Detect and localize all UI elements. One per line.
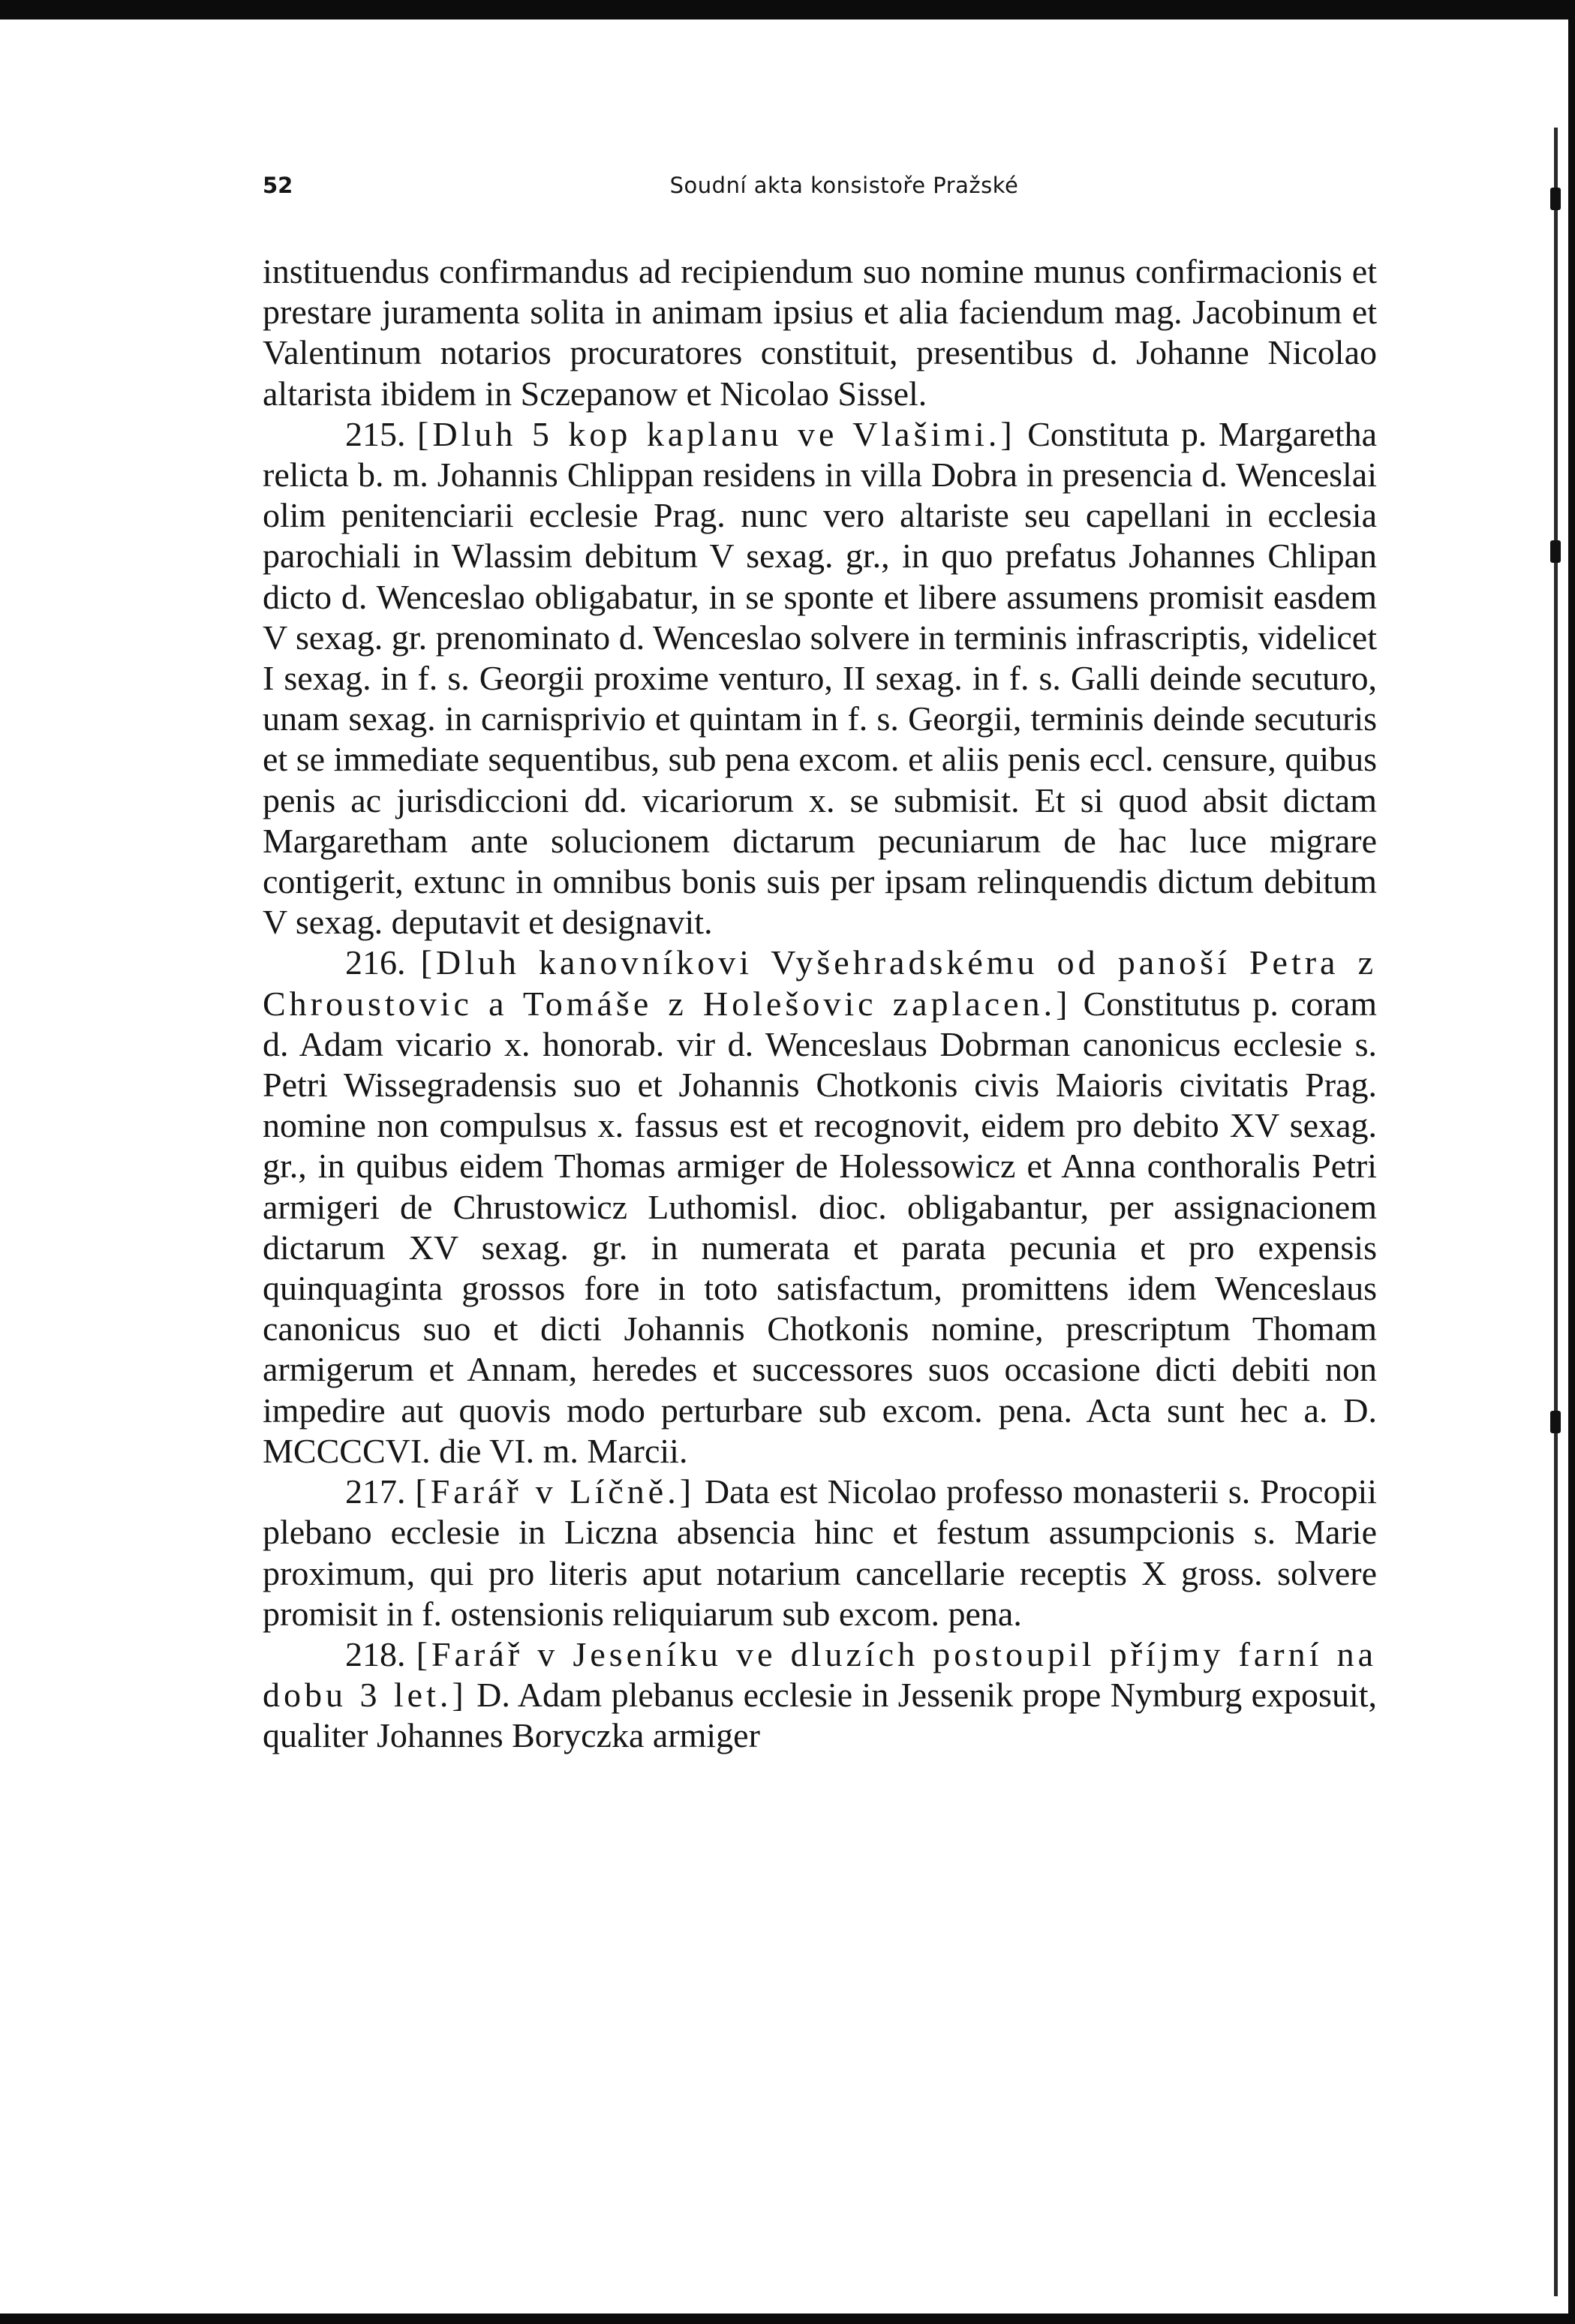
running-head xyxy=(263,173,1381,203)
entry-218 xyxy=(263,1634,1377,1757)
entry-216 xyxy=(263,943,1377,1472)
book-edge-shadow xyxy=(1554,128,1558,2296)
entry-number: 218. xyxy=(345,1634,406,1673)
paragraph-continuation xyxy=(263,251,1377,414)
entry-text: D. Adam plebanus ecclesie in Jessenik prope Nymburg exposuit, qualiter Johannes Boryczka armiger xyxy=(263,1676,1378,1755)
entry-text: Constitutus p. coram d. Adam vicario x. honorab. vir d. Wenceslaus Dobrman canonicus ecclesie s. Petri Wissegradensis suo et Johannis Chotkonis civis Maioris civitatis Prag. nomine non compulsus x. fassus est et recognovit, eidem pro debito XV sexag. gr., in quibus eidem Thomas armiger de Holessowicz et Anna conthoralis Petri armigeri de Chrustowicz Luthomisl. dioc. obligabantur, per assignacionem dictarum XV sexag. gr. in numerata et parata pecunia et pro expensis quinquaginta grossos fore in toto satisfactum, promittens idem Wenceslaus canonicus suo et dicti Johannis Chotkonis nomine, prescriptum Thomam armigerum et Annam, heredes et successores suos occasione dicti debiti non impedire aut quovis modo perturbare sub excom. pena. Acta sunt hec a. D. MCCCCVI. die VI. m. Marcii. xyxy=(263,984,1377,1470)
entry-heading: [Farář v Líčně.] xyxy=(415,1472,696,1511)
entry-number: 216. xyxy=(345,943,406,982)
entry-number: 217. xyxy=(345,1472,406,1511)
document-body xyxy=(263,251,1377,1757)
entry-text: Data est Nicolao professo monasterii s. Procopii plebano ecclesie in Liczna absencia hinc et festum assumpcionis s. Marie proximum, qui pro literis aput notarium cancellarie receptis X gross. solvere promisit in f. ostensionis reliquiarum sub excom. pena. xyxy=(263,1472,1378,1633)
scan-border-top xyxy=(0,0,1575,20)
entry-heading: [Farář v Jeseníku ve dluzích postoupil příjmy farní na dobu 3 let.] xyxy=(263,1634,1377,1715)
entry-217 xyxy=(263,1472,1377,1634)
book-edge-mark xyxy=(1550,540,1561,563)
entry-heading: [Dluh kanovníkovi Vyšehradskému od panoší Petra z Chroustovic a Tomáše z Holešovic zaplacen.] xyxy=(263,943,1377,1023)
entry-number: 215. xyxy=(345,414,406,453)
scan-border-right xyxy=(1568,0,1575,2324)
scan-border-bottom xyxy=(0,2313,1575,2324)
book-edge-mark xyxy=(1550,1411,1561,1433)
page-number: 52 xyxy=(263,173,293,198)
entry-heading: [Dluh 5 kop kaplanu ve Vlašimi.] xyxy=(417,414,1016,453)
entry-215 xyxy=(263,414,1377,943)
page-header-title: Soudní akta konsistoře Pražské xyxy=(669,173,1019,198)
paragraph-text: instituendus confirmandus ad recipiendum suo nomine munus confirmacionis et prestare juramenta solita in animam ipsius et alia faciendum mag. Jacobinum et Valentinum notarios procuratores constituit, presentibus d. Johanne Nicolao altarista ibidem in Sczepanow et Nicolao Sissel. xyxy=(263,252,1377,413)
book-edge-mark xyxy=(1550,188,1561,210)
entry-text: Constituta p. Margaretha relicta b. m. Johannis Chlippan residens in villa Dobra in presencia d. Wenceslai olim penitenciarii ecclesie Prag. nunc vero altariste seu capellani in ecclesia parochiali in Wlassim debitum V sexag. gr., in quo prefatus Johannes Chlipan dicto d. Wenceslao obligabatur, in se sponte et libere assumens promisit easdem V sexag. gr. prenominato d. Wenceslao solvere in terminis infrascriptis, videlicet I sexag. in f. s. Georgii proxime venturo, II sexag. in f. s. Galli deinde secuturo, unam sexag. in carnisprivio et quintam in f. s. Georgii, terminis deinde secuturis et se immediate sequentibus, sub pena excom. et aliis penis eccl. censure, quibus penis ac jurisdiccioni dd. vicariorum x. se submisit. Et si quod absit dictam Margaretham ante solucionem dictarum pecuniarum de hac luce migrare contigerit, extunc in omnibus bonis suis per ipsam relinquendis dictum debitum V sexag. deputavit et designavit. xyxy=(263,414,1378,942)
